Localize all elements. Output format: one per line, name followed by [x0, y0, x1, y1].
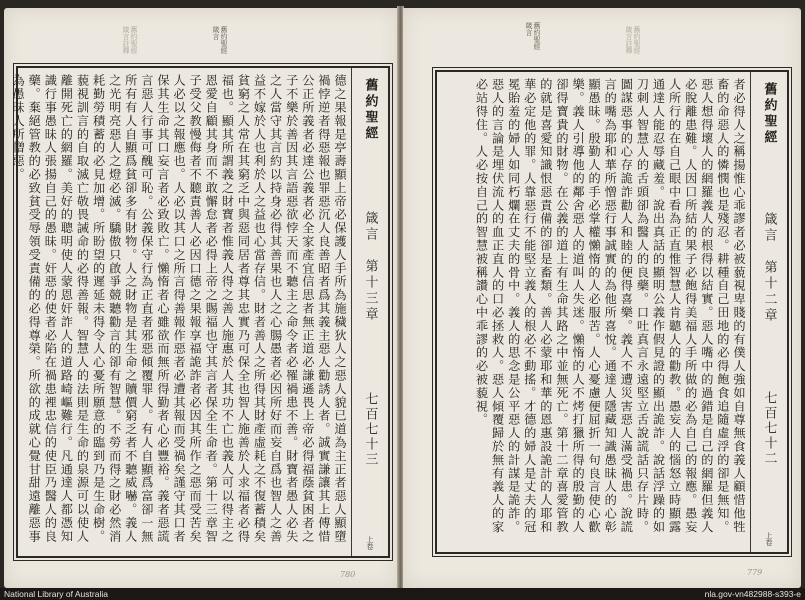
footer-identifier: nla.gov-vn482988-s393-e	[704, 589, 801, 599]
left-header-line-1: 舊約聖經	[220, 26, 228, 54]
right-body-text: 者必得人之稱揚惟心乖謬者必被藐視卑賤的有僕人強如自尊無食義人顧惜他牲畜的命惡人的憐憫也是殘忍。耕種自己田地的必得飽食追隨虛浮的卻是無知。惡人想得壞人的網羅義人的根得以結實。惡人嘴中的過錯是自己的網羅但義人必脫離患難。人因口所結的果子必飽得美福人手所做的必為自己的報應。愚妄人所行的在自己眼中看為正直惟智慧人肯聽人的勸教。愚妄人的惱怒立時顯露通達人能忍辱藏羞。說出真話的顯明公義作假見證的顯出詭詐。說話浮躁的如刀刺人智慧人的舌頭卻為醫人的良藥。口吐真言永遠堅立舌說謊話只存片時。圖謀惡事的心存詭詐勸人和睦的便得喜樂。義人不遭災害惡人滿受禍患。說謊言的嘴為耶和華所憎惡行事誠實的為他所喜悅。通達人隱藏知識愚昧人的心彰顯愚昧。殷勤人的手必掌權懶惰的人必服苦。人心憂慮便屈折一句良言使心歡樂。義人引導他的鄰舍惡人的道叫人失迷。懶惰的人不烤打獵所得的殷勤的人卻得寶貴的財物。在公義的道上有生命其路之中並無死亡。第十二章喜愛管教的就是喜愛知識恨惡責備的卻是畜類。善人必蒙耶和華的恩惠設詭計的人耶和華必定他的罪。人靠惡行不能堅立義人的根必不動搖。才德的婦人是丈夫的冠冕貽羞的婦人如同朽爛在丈夫的骨中。義人的思念是公平惡人的計謀是詭詐。惡人的言論是埋伏流人的血正直人的口必拯救人。惡人傾覆歸於無有義人的家必站得住。人必按自己的智慧被稱讚心中乖謬的必被藐視。	[474, 78, 746, 534]
right-volume-mark: 上卷	[765, 531, 773, 546]
left-header-faint-2: 箴言註釋	[122, 26, 130, 54]
left-text-frame	[11, 66, 390, 558]
left-header-faint	[122, 26, 138, 54]
right-header-line-2: 箴言	[525, 22, 533, 36]
right-header	[525, 22, 541, 50]
footer-library-name: National Library of Australia	[4, 589, 108, 599]
left-volume-mark: 上卷	[366, 536, 374, 550]
right-text-frame	[435, 70, 789, 554]
left-page	[4, 8, 398, 588]
left-body-text: 德之果報是亭壽顯上帝必保護人手所為施穢狄人之惡人貌已道為主正者惡人顯墮禍悖逆者得惡報也罪惡沉人良善昭者爲其義主惡人勸誘人者。誠實謙讓其上傅惜公正所義者必達公義者必全家產宜信思者無正道必謙遜畏上帝必得福蔭貧困者之子不樂於善因其言語惡欲悖天而不聽主之命令者必罹禍患不善。財寶者愚人必失之人當守其言約以持身必得其善果也人之心腸愚者必因所好而妄自爲也智人之善益不嫁於人也利於人之益也心當存信。財者善人之所得其財產虛耗之不復蓄積矣貧窮之人常在其窮乏中與惡同居者尊其忠實乃可保全也智人施善於人求福者必得福也。顯其所謂義之財寶者惟義人得之善人施惠於人其功不亡也義人可以得主之恩愛自顧其身而不敢懈怠者必得上帝之賜福也守其言者保全生命者。第十三章智子受父教慢侮者不聽責善人必因口德之果報享福詭詐者必因其所作之惡而受苦矣人必以之報應也。人必以其口之所言得善報作惡者必遭其報而受禍矣謹守其口者保其生命其口妄言者必致敗亡。懶惰者心雖欲而無所得勤者心必豐裕。義者惡謊言惡人行事可醜可恥。公義保守行為正直者邪惡傾覆罪人。有人自顯爲富卻一無所有有人自顯爲貧卻多有財物。人之財物是其生命之贖價窮乏者不聽威嚇。義人之光明亮惡人之燈必滅。驕傲只啟爭競聽勸言的卻有智慧。不勞而得之財必然消耗勤勞積蓄的必見加增。所盼望的遲延未得令人心憂所願意的臨到乃是生命樹。藐視訓言的自取滅亡敬畏誡命的必得善報。智慧人的法則是生命的泉源可以使人離開死亡的網羅。美好的聰明使人蒙恩奸詐人的道路崎嶇難行。凡通達人都憑知識行事愚昧人張揚自己的愚昧。奸惡的使者必陷在禍患裡忠信的使臣乃醫人的良藥。棄絕管教的必致貧受辱領受責備的必得尊榮。所欲的成就心覺甘甜遠離惡事為愚昧人所憎惡。	[11, 74, 347, 543]
right-header-faint-1: 舊約聖經	[633, 26, 641, 54]
left-pencil-number: 780	[340, 570, 356, 579]
right-pencil-number: 779	[747, 568, 763, 577]
left-page-number: 七百七十三	[362, 392, 378, 467]
left-title-column	[352, 68, 388, 556]
right-header-faint	[625, 26, 641, 54]
right-chapter-label: 箴言 第十二章	[761, 212, 777, 325]
left-header	[212, 26, 228, 54]
left-book-title: 舊約聖經	[362, 78, 378, 142]
footer-bar	[0, 588, 805, 600]
right-book-title: 舊約聖經	[761, 82, 777, 146]
right-header-line-1: 舊約聖經	[533, 22, 541, 50]
left-chapter-label: 箴言 第十三章	[362, 211, 378, 323]
right-header-faint-2: 箴言註釋	[625, 26, 633, 54]
right-title-column	[751, 72, 787, 552]
right-page-number: 七百七十二	[761, 390, 777, 466]
left-header-faint-1: 舊約聖經	[130, 26, 138, 54]
left-header-line-2: 箴言	[212, 26, 220, 40]
right-page	[403, 8, 801, 588]
